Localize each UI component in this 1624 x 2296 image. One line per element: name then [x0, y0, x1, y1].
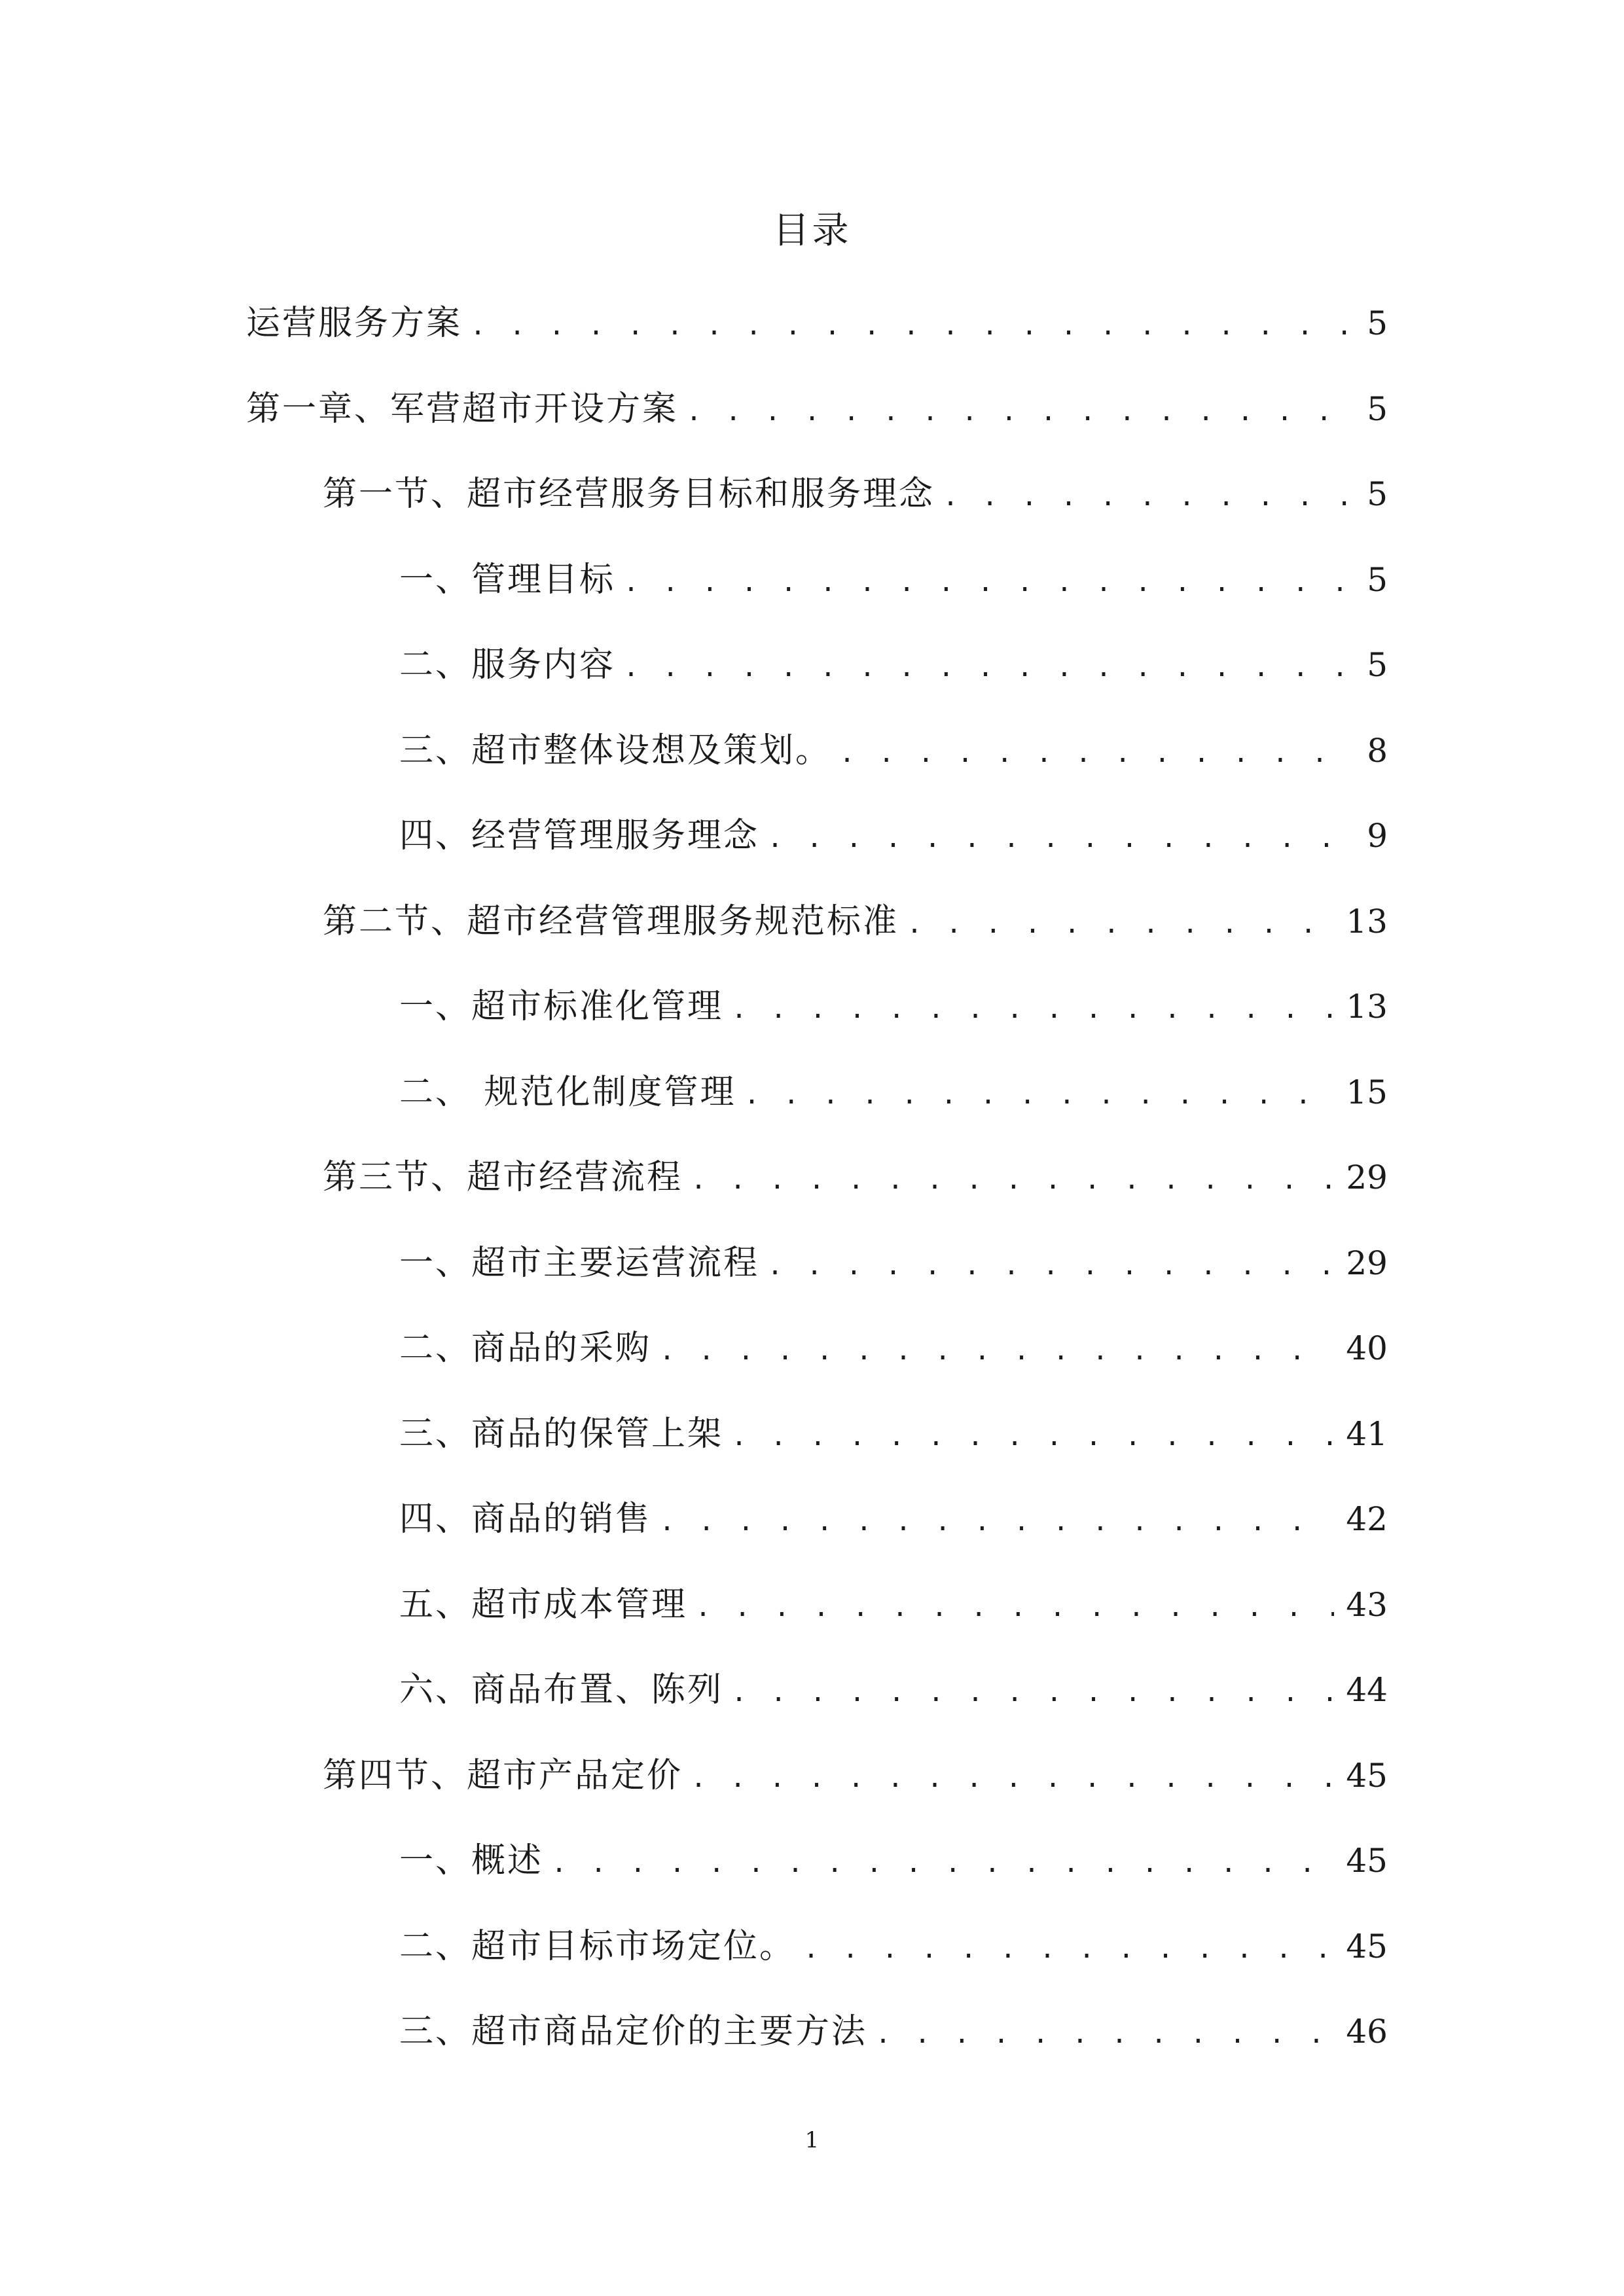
toc-dot-leader [695, 1585, 1334, 1630]
toc-entry-page: 13 [1346, 988, 1388, 1026]
toc-entry[interactable] [399, 1924, 1388, 1969]
toc-entry-page: 5 [1367, 561, 1388, 599]
toc-entry-label: 二、超市目标市场定位。 [399, 1927, 796, 1966]
toc-entry[interactable] [399, 1411, 1388, 1457]
toc-entry[interactable] [323, 1155, 1388, 1200]
toc-entry-label: 二、服务内容 [399, 645, 616, 685]
toc-entry-page: 45 [1346, 1928, 1388, 1965]
toc-entry[interactable] [399, 1667, 1388, 1713]
toc-entry-page: 8 [1367, 732, 1388, 770]
toc-entry-label: 三、商品的保管上架 [399, 1414, 724, 1454]
toc-entry-page: 9 [1367, 817, 1388, 855]
toc-entry-page: 5 [1367, 390, 1388, 428]
toc-entry-page: 42 [1346, 1500, 1388, 1538]
toc-entry-label: 六、商品布置、陈列 [399, 1670, 724, 1710]
toc-entry-label: 二、 规范化制度管理 [399, 1073, 736, 1112]
toc-dot-leader [767, 816, 1355, 861]
toc-entry[interactable] [246, 300, 1388, 346]
toc-entry-page: 41 [1346, 1415, 1388, 1453]
toc-entry[interactable] [399, 2009, 1388, 2054]
toc-dot-leader [731, 1670, 1334, 1715]
toc-entry-label: 二、商品的采购 [399, 1329, 652, 1368]
toc-dot-leader [943, 474, 1355, 520]
toc-entry[interactable] [399, 557, 1388, 603]
toc-entry-label: 五、超市成本管理 [399, 1585, 688, 1624]
toc-entry-page: 5 [1367, 646, 1388, 684]
toc-entry[interactable] [399, 1582, 1388, 1628]
toc-entry-page: 5 [1367, 304, 1388, 342]
toc-entry[interactable] [399, 1325, 1388, 1371]
toc-entry-label: 一、超市标准化管理 [399, 987, 724, 1026]
page-number: 1 [804, 2127, 820, 2153]
toc-entry-page: 45 [1346, 1842, 1388, 1880]
toc-entry-page: 5 [1367, 475, 1388, 513]
toc-entry[interactable] [323, 1753, 1388, 1799]
toc-dot-leader [470, 303, 1355, 349]
toc-entry[interactable] [399, 642, 1388, 688]
toc-entry-label: 第一章、军营超市开设方案 [246, 389, 679, 429]
toc-entry-page: 44 [1346, 1671, 1388, 1709]
toc-entry[interactable] [399, 813, 1388, 859]
toc-entry-page: 45 [1346, 1757, 1388, 1795]
toc-dot-leader [875, 2011, 1334, 2057]
toc-dot-leader [551, 1840, 1334, 1886]
toc-entry[interactable] [399, 1838, 1388, 1884]
toc-entry-label: 三、超市整体设想及策划。 [399, 731, 832, 770]
toc-entry[interactable] [399, 1069, 1388, 1115]
toc-entry[interactable] [399, 1240, 1388, 1286]
toc-entry-label: 四、商品的销售 [399, 1499, 652, 1539]
toc-dot-leader [767, 1243, 1334, 1289]
toc-dot-leader [659, 1499, 1334, 1545]
toc-entry[interactable] [246, 386, 1388, 432]
toc-dot-leader [659, 1328, 1334, 1374]
toc-dot-leader [623, 645, 1355, 691]
toc-dot-leader [623, 560, 1355, 605]
toc-entry-label: 运营服务方案 [246, 304, 463, 343]
toc-dot-leader [731, 986, 1334, 1032]
toc-entry-label: 一、管理目标 [399, 560, 616, 600]
toc-entry-page: 46 [1346, 2013, 1388, 2051]
toc-entry-page: 40 [1346, 1329, 1388, 1367]
toc-dot-leader [686, 389, 1355, 435]
toc-entry-label: 三、超市商品定价的主要方法 [399, 2012, 868, 2051]
toc-dot-leader [691, 1755, 1334, 1801]
toc-entry-page: 29 [1346, 1244, 1388, 1282]
toc-dot-leader [907, 901, 1334, 947]
toc-entry[interactable] [323, 471, 1388, 517]
toc-entry[interactable] [323, 899, 1388, 944]
toc-dot-leader [691, 1157, 1334, 1203]
toc-entry-label: 一、概述 [399, 1841, 544, 1880]
toc-entry[interactable] [399, 984, 1388, 1030]
toc-dot-leader [731, 1414, 1334, 1460]
toc-dot-leader [839, 730, 1355, 776]
toc-entry[interactable] [399, 1496, 1388, 1542]
toc-entry-label: 一、超市主要运营流程 [399, 1244, 760, 1283]
toc-entry-label: 第四节、超市产品定价 [323, 1756, 683, 1795]
toc-entry-page: 15 [1346, 1073, 1388, 1111]
toc-dot-leader [803, 1926, 1334, 1972]
toc-entry-label: 第一节、超市经营服务目标和服务理念 [323, 475, 935, 514]
toc-entry-label: 第三节、超市经营流程 [323, 1158, 683, 1197]
toc-entry-label: 四、经营管理服务理念 [399, 816, 760, 855]
toc-entry-page: 29 [1346, 1158, 1388, 1196]
toc-entry-page: 43 [1346, 1586, 1388, 1624]
toc-dot-leader [744, 1072, 1335, 1118]
toc-entry-page: 13 [1346, 903, 1388, 941]
toc-entry-label: 第二节、超市经营管理服务规范标准 [323, 902, 899, 941]
toc-entry[interactable] [399, 728, 1388, 774]
toc-title: 目录 [772, 209, 852, 252]
